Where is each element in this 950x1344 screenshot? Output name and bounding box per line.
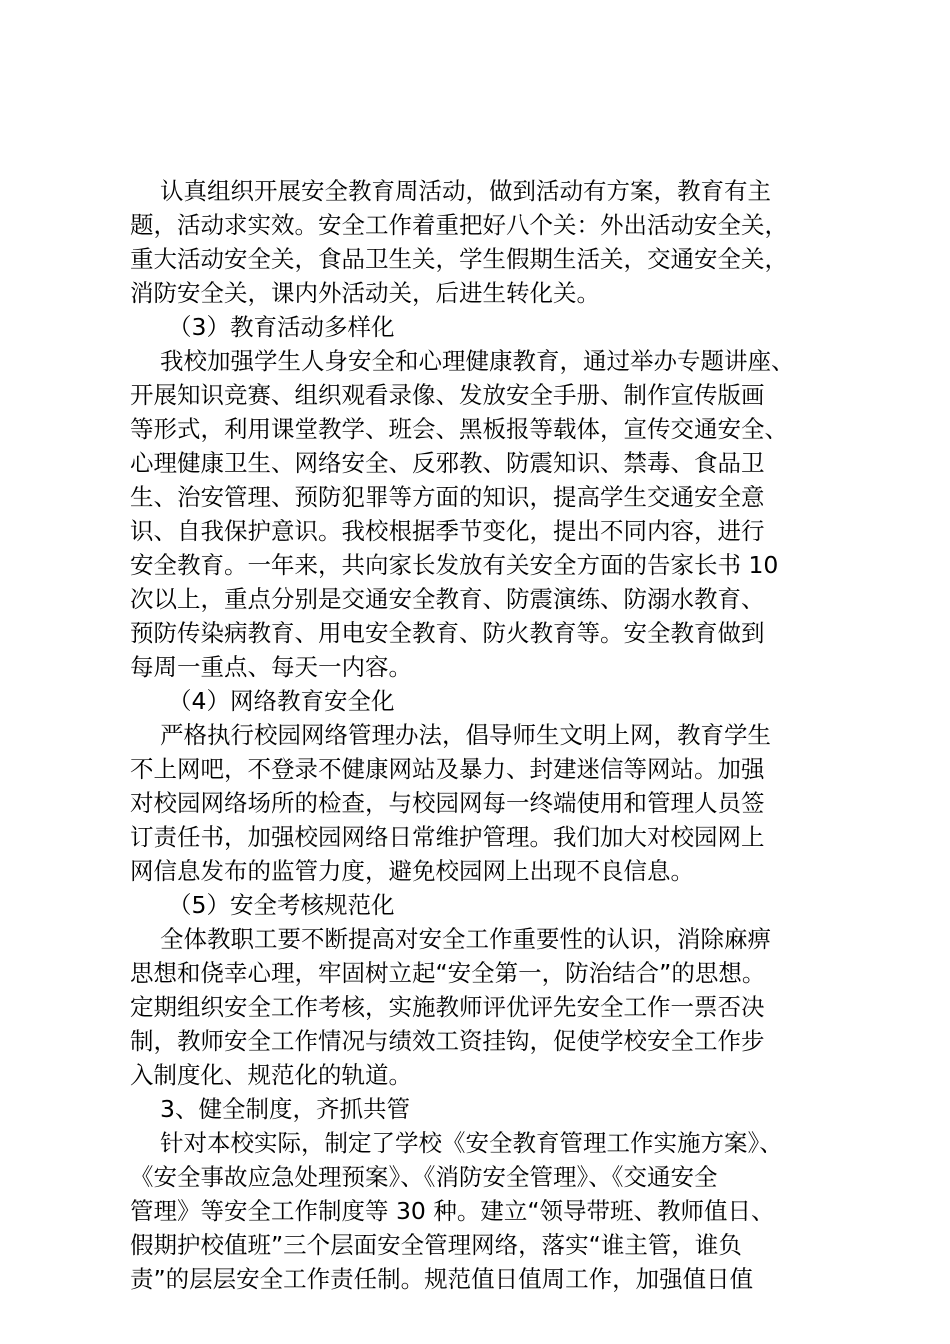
paragraph-line: 网信息发布的监管力度，避免校园网上出现不良信息。 <box>130 857 694 885</box>
paragraph-line: 我校加强学生人身安全和心理健康教育，通过举办专题讲座、 <box>160 347 795 375</box>
paragraph-line: 次以上，重点分别是交通安全教育、防震演练、防溺水教育、 <box>130 585 765 613</box>
paragraph-line: 责”的层层安全工作责任制。规范值日值周工作，加强值日值 <box>130 1265 754 1293</box>
paragraph-line: 题，活动求实效。安全工作着重把好八个关：外出活动安全关， <box>130 211 788 239</box>
section-heading: （4）网络教育安全化 <box>168 687 395 715</box>
paragraph-line: 《安全事故应急处理预案》、《消防安全管理》、《交通安全 <box>130 1163 718 1191</box>
paragraph-line: 假期护校值班”三个层面安全管理网络，落实“谁主管，谁负 <box>130 1231 742 1259</box>
paragraph-line: 对校园网络场所的检查，与校园网每一终端使用和管理人员签 <box>130 789 765 817</box>
paragraph-line: 定期组织安全工作考核，实施教师评优评先安全工作一票否决 <box>130 993 765 1021</box>
section-heading: （5）安全考核规范化 <box>168 891 395 919</box>
paragraph-line: 安全教育。一年来，共向家长发放有关安全方面的告家长书 10 <box>130 551 779 579</box>
paragraph-line: 心理健康卫生、网络安全、反邪教、防震知识、禁毒、食品卫 <box>130 449 765 477</box>
paragraph-line: 识、自我保护意识。我校根据季节变化，提出不同内容，进行 <box>130 517 765 545</box>
paragraph-line: 制，教师安全工作情况与绩效工资挂钩，促使学校安全工作步 <box>130 1027 765 1055</box>
paragraph-line: 消防安全关，课内外活动关，后进生转化关。 <box>130 279 600 307</box>
paragraph-line: 不上网吧，不登录不健康网站及暴力、封建迷信等网站。加强 <box>130 755 765 783</box>
paragraph-line: 重大活动安全关，食品卫生关，学生假期生活关，交通安全关， <box>130 245 788 273</box>
section-heading: （3）教育活动多样化 <box>168 313 395 341</box>
paragraph-line: 全体教职工要不断提高对安全工作重要性的认识，消除麻痹 <box>160 925 771 953</box>
paragraph-line: 入制度化、规范化的轨道。 <box>130 1061 412 1089</box>
paragraph-line: 等形式，利用课堂教学、班会、黑板报等载体，宣传交通安全、 <box>130 415 788 443</box>
paragraph-line: 认真组织开展安全教育周活动，做到活动有方案，教育有主 <box>160 177 771 205</box>
section-heading: 3、健全制度，齐抓共管 <box>160 1095 410 1123</box>
paragraph-line: 思想和侥幸心理，牢固树立起“安全第一，防治结合”的思想。 <box>130 959 766 987</box>
paragraph-line: 开展知识竞赛、组织观看录像、发放安全手册、制作宣传版画 <box>130 381 765 409</box>
paragraph-line: 针对本校实际，制定了学校《安全教育管理工作实施方案》、 <box>160 1129 783 1157</box>
paragraph-line: 管理》等安全工作制度等 30 种。建立“领导带班、教师值日、 <box>130 1197 775 1225</box>
paragraph-line: 预防传染病教育、用电安全教育、防火教育等。安全教育做到 <box>130 619 765 647</box>
paragraph-line: 严格执行校园网络管理办法，倡导师生文明上网，教育学生 <box>160 721 771 749</box>
paragraph-line: 生、治安管理、预防犯罪等方面的知识，提高学生交通安全意 <box>130 483 765 511</box>
paragraph-line: 每周一重点、每天一内容。 <box>130 653 412 681</box>
paragraph-line: 订责任书，加强校园网络日常维护管理。我们加大对校园网上 <box>130 823 765 851</box>
